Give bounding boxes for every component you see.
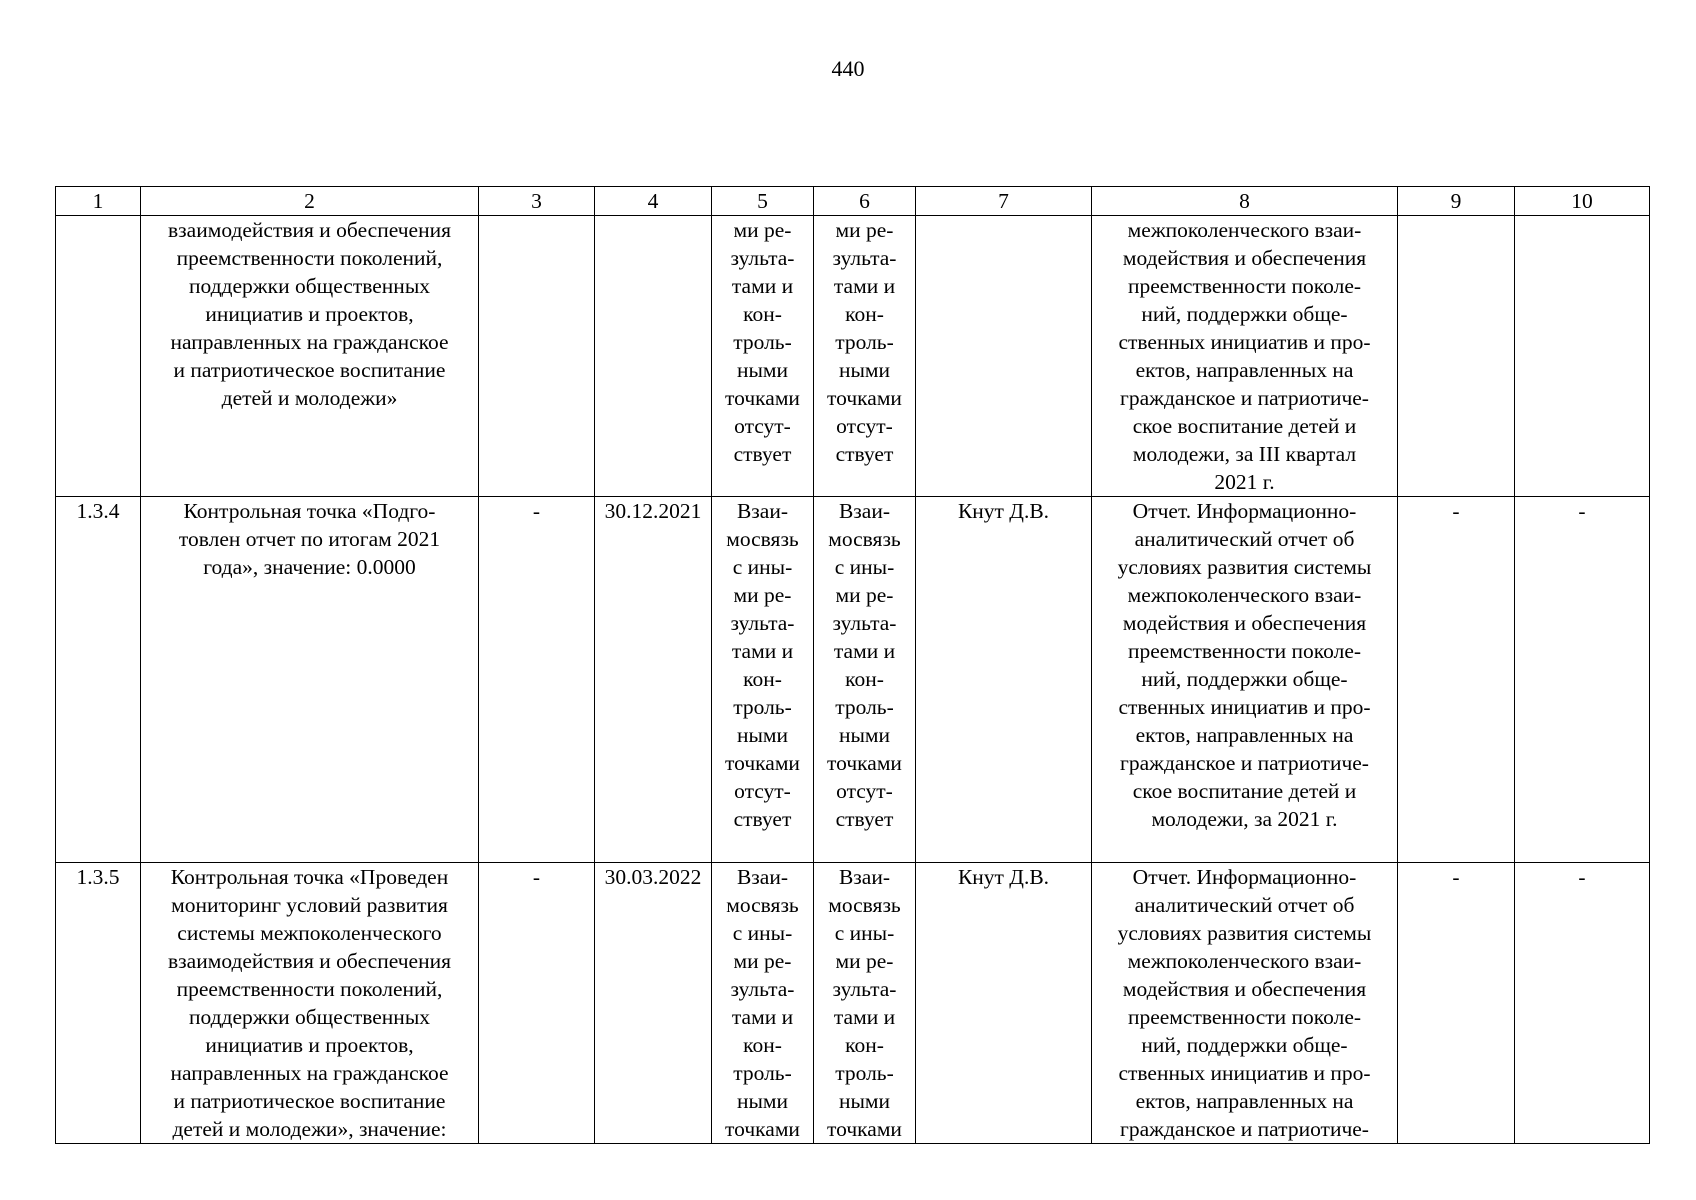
column-9-cell: - bbox=[1398, 497, 1515, 863]
column-6-cell: Взаи- мосвязь с ины- ми ре- зульта- тами и кон- троль- ными точками bbox=[814, 863, 916, 1144]
item-number-cell: 1.3.5 bbox=[56, 863, 141, 1144]
column-9-cell: - bbox=[1398, 863, 1515, 1144]
table-row bbox=[56, 497, 1650, 863]
column-5-cell: ми ре- зульта- тами и кон- троль- ными точками отсут- ствует bbox=[712, 216, 814, 497]
column-number: 4 bbox=[595, 187, 712, 216]
control-points-table bbox=[55, 186, 1650, 1144]
column-10-cell: - bbox=[1515, 863, 1650, 1144]
responsible-cell bbox=[916, 216, 1092, 497]
result-type-cell: Отчет. Информационно- аналитический отчет об условиях развития системы межпоколенческого взаи- модействия и обеспечения преемственности поколе- ний, поддержки обще- ственных инициатив и про- ектов, направленных на гражданское и патриотиче- ское воспитание детей и молодежи, за 2021 г. bbox=[1092, 497, 1398, 863]
column-3-cell: - bbox=[479, 863, 595, 1144]
column-number: 9 bbox=[1398, 187, 1515, 216]
responsible-cell: Кнут Д.В. bbox=[916, 863, 1092, 1144]
column-number: 7 bbox=[916, 187, 1092, 216]
table-row bbox=[56, 863, 1650, 1144]
column-number: 1 bbox=[56, 187, 141, 216]
column-10-cell bbox=[1515, 216, 1650, 497]
date-cell: 30.12.2021 bbox=[595, 497, 712, 863]
column-number: 10 bbox=[1515, 187, 1650, 216]
date-cell: 30.03.2022 bbox=[595, 863, 712, 1144]
description-cell: взаимодействия и обеспечения преемственности поколений, поддержки общественных инициатив и проектов, направленных на гражданское и патриотическое воспитание детей и молодежи» bbox=[141, 216, 479, 497]
column-number: 8 bbox=[1092, 187, 1398, 216]
page-number: 440 bbox=[831, 56, 865, 81]
column-5-cell: Взаи- мосвязь с ины- ми ре- зульта- тами и кон- троль- ными точками отсут- ствует bbox=[712, 497, 814, 863]
item-number-cell: 1.3.4 bbox=[56, 497, 141, 863]
responsible-cell: Кнут Д.В. bbox=[916, 497, 1092, 863]
date-cell bbox=[595, 216, 712, 497]
column-3-cell: - bbox=[479, 497, 595, 863]
column-number-row bbox=[56, 187, 1650, 216]
result-type-cell: Отчет. Информационно- аналитический отчет об условиях развития системы межпоколенческого взаи- модействия и обеспечения преемственности поколе- ний, поддержки обще- ственных инициатив и про- ектов, направленных на гражданское и патриотиче- bbox=[1092, 863, 1398, 1144]
column-number: 3 bbox=[479, 187, 595, 216]
column-number: 6 bbox=[814, 187, 916, 216]
table-row bbox=[56, 216, 1650, 497]
description-cell: Контрольная точка «Подго- товлен отчет по итогам 2021 года», значение: 0.0000 bbox=[141, 497, 479, 863]
description-cell: Контрольная точка «Проведен мониторинг условий развития системы межпоколенческого взаимодействия и обеспечения преемственности поколений, поддержки общественных инициатив и проектов, направленных на гражданское и патриотическое воспитание детей и молодежи», значение: bbox=[141, 863, 479, 1144]
column-number: 2 bbox=[141, 187, 479, 216]
column-5-cell: Взаи- мосвязь с ины- ми ре- зульта- тами и кон- троль- ными точками bbox=[712, 863, 814, 1144]
column-10-cell: - bbox=[1515, 497, 1650, 863]
column-6-cell: ми ре- зульта- тами и кон- троль- ными точками отсут- ствует bbox=[814, 216, 916, 497]
column-number: 5 bbox=[712, 187, 814, 216]
item-number-cell bbox=[56, 216, 141, 497]
column-9-cell bbox=[1398, 216, 1515, 497]
column-6-cell: Взаи- мосвязь с ины- ми ре- зульта- тами и кон- троль- ными точками отсут- ствует bbox=[814, 497, 916, 863]
result-type-cell: межпоколенческого взаи- модействия и обеспечения преемственности поколе- ний, поддержки обще- ственных инициатив и про- ектов, направленных на гражданское и патриотиче- ское воспитание детей и молодежи, за III квартал 2021 г. bbox=[1092, 216, 1398, 497]
column-3-cell bbox=[479, 216, 595, 497]
